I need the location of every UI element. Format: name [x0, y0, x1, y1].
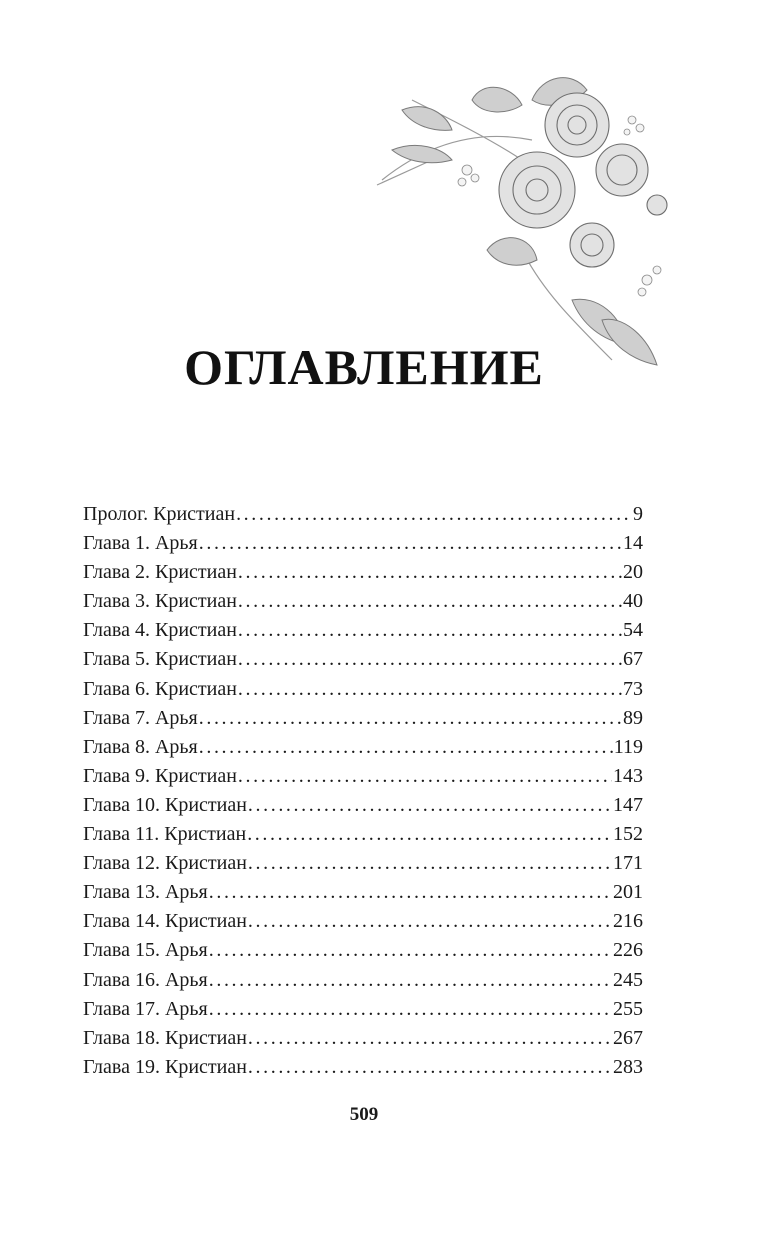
toc-entry-page: 201	[613, 881, 643, 904]
dot-leader	[238, 616, 622, 645]
toc-entry-page: 226	[613, 939, 643, 962]
toc-entry-page: 89	[623, 706, 643, 729]
toc-entry-page: 67	[623, 648, 643, 671]
dot-leader	[199, 733, 613, 762]
toc-entry-title: Глава 12. Кристиан	[83, 852, 247, 875]
toc-entry	[83, 1053, 643, 1082]
dot-leader	[248, 849, 612, 878]
toc-entry-title: Глава 3. Кристиан	[83, 590, 237, 613]
toc-entry-title: Глава 13. Арья	[83, 881, 208, 904]
dot-leader	[209, 878, 612, 907]
toc-entry-title: Глава 16. Арья	[83, 968, 208, 991]
dot-leader	[248, 1024, 612, 1053]
toc-entry-title: Глава 2. Кристиан	[83, 561, 237, 584]
toc-entry	[83, 645, 643, 674]
toc-entry-page: 20	[623, 561, 643, 584]
dot-leader	[209, 995, 612, 1024]
toc-entry-title: Глава 9. Кристиан	[83, 764, 237, 787]
toc-entry-title: Глава 7. Арья	[83, 706, 198, 729]
toc-entry	[83, 907, 643, 936]
toc-entry-page: 73	[623, 677, 643, 700]
toc-entry	[83, 936, 643, 965]
toc-entry-page: 267	[613, 1026, 643, 1049]
toc-entry-title: Глава 14. Кристиан	[83, 910, 247, 933]
toc-entry	[83, 762, 643, 791]
toc-entry-title: Глава 10. Кристиан	[83, 793, 247, 816]
toc-entry-page: 147	[613, 793, 643, 816]
toc-entry	[83, 849, 643, 878]
toc-entry-page: 283	[613, 1055, 643, 1078]
toc-entry-title: Глава 6. Кристиан	[83, 677, 237, 700]
toc-entry-page: 143	[613, 764, 643, 787]
floral-bouquet-icon	[372, 70, 672, 370]
toc-entry	[83, 820, 643, 849]
toc-entry-title: Глава 1. Арья	[83, 532, 198, 555]
toc-entry-page: 255	[613, 997, 643, 1020]
dot-leader	[247, 820, 612, 849]
toc-entry	[83, 878, 643, 907]
toc-entry	[83, 500, 643, 529]
toc-entry-page: 216	[613, 910, 643, 933]
dot-leader	[248, 1053, 612, 1082]
dot-leader	[236, 500, 632, 529]
table-of-contents	[83, 500, 643, 1082]
dot-leader	[238, 675, 622, 704]
toc-entry	[83, 791, 643, 820]
dot-leader	[248, 907, 612, 936]
toc-entry	[83, 995, 643, 1024]
toc-entry	[83, 675, 643, 704]
toc-entry-page: 40	[623, 590, 643, 613]
toc-entry-title: Глава 8. Арья	[83, 735, 198, 758]
dot-leader	[238, 645, 622, 674]
toc-entry-page: 54	[623, 619, 643, 642]
dot-leader	[238, 587, 622, 616]
dot-leader	[248, 791, 612, 820]
toc-entry	[83, 733, 643, 762]
toc-entry-title: Глава 17. Арья	[83, 997, 208, 1020]
toc-entry-page: 245	[613, 968, 643, 991]
toc-entry-page: 152	[613, 823, 643, 846]
dot-leader	[209, 966, 612, 995]
toc-entry-title: Глава 11. Кристиан	[83, 823, 247, 846]
toc-entry	[83, 558, 643, 587]
toc-entry-page: 9	[633, 503, 643, 525]
page-title: ОГЛАВЛЕНИЕ	[184, 339, 544, 395]
toc-entry-page: 119	[613, 735, 643, 758]
toc-entry-title: Глава 5. Кристиан	[83, 648, 237, 671]
toc-entry-title: Пролог. Кристиан	[83, 503, 236, 525]
toc-entry-title: Глава 18. Кристиан	[83, 1026, 247, 1049]
toc-entry	[83, 1024, 643, 1053]
toc-entry	[83, 616, 643, 645]
toc-entry-page: 171	[613, 852, 643, 875]
dot-leader	[238, 558, 622, 587]
dot-leader	[209, 936, 612, 965]
toc-entry	[83, 966, 643, 995]
toc-entry-title: Глава 15. Арья	[83, 939, 208, 962]
toc-entry	[83, 704, 643, 733]
toc-entry-page: 14	[623, 532, 643, 555]
dot-leader	[238, 762, 612, 791]
toc-entry-title: Глава 19. Кристиан	[83, 1055, 247, 1078]
page-number: 509	[349, 1104, 379, 1125]
toc-entry-title: Глава 4. Кристиан	[83, 619, 237, 642]
toc-entry	[83, 529, 643, 558]
dot-leader	[199, 704, 622, 733]
dot-leader	[199, 529, 622, 558]
toc-entry	[83, 587, 643, 616]
